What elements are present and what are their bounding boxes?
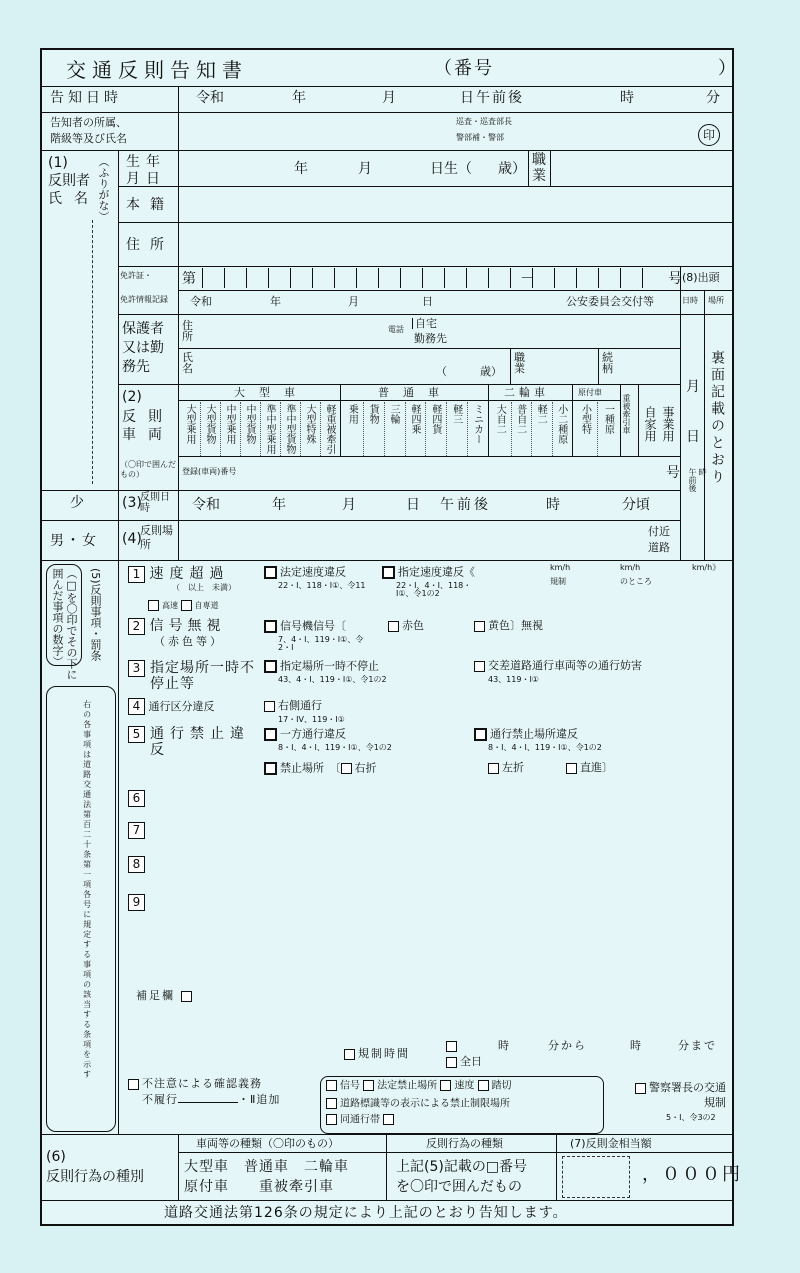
vehicle-extra-2: 事業用	[661, 406, 675, 442]
speed-designated: 指定速度違反《	[382, 566, 475, 579]
near-label: 付近	[648, 525, 670, 538]
signal-text: 信号機信号〔	[264, 620, 346, 633]
type-col-2: 反則行為の種類	[426, 1137, 503, 1150]
notice-hour: 時	[620, 90, 634, 106]
vehicle-type-normal-5: 軽三	[450, 404, 462, 424]
signal-yellow: 黄色〕無視	[474, 620, 543, 632]
item-lane: 4 通行区分違反	[128, 698, 215, 715]
careless-options-2: 道路標識等の表示による禁止制限場所	[326, 1098, 510, 1110]
domicile-label: 本籍	[126, 197, 174, 213]
reg-hour: 時	[498, 1039, 509, 1052]
notice-datetime-label: 告知日時	[50, 90, 122, 106]
side-note-1: （□を〇印でその下に	[65, 568, 78, 680]
vehicle-type-row-2: 原付車 重被牽引車	[184, 1179, 334, 1195]
careless-label-2: 不履行 ・Ⅱ追加	[142, 1093, 281, 1106]
careless-options-3: 同通行帯	[326, 1114, 397, 1126]
plate-label: 登録(車両)番号	[182, 467, 237, 476]
vehicle-type-row-1: 大型車 普通車 二輪車	[184, 1159, 349, 1175]
appearance-day: 日	[686, 429, 700, 445]
vehicle-type-normal-0: 乗用	[346, 404, 358, 424]
vehicle-type-normal-4: 軽四貨	[429, 404, 441, 434]
vehicle-note: （〇印で囲んだもの）	[120, 460, 176, 479]
number-label: （番号	[434, 58, 494, 79]
gender-label: 男・女	[50, 533, 98, 549]
form-title: 交通反則告知書	[66, 58, 248, 82]
speed-designated-code: 22・I、4・I、118・I①、令1の2	[396, 581, 472, 598]
violation-era: 令和	[192, 497, 220, 513]
regulation-time-box	[446, 1040, 460, 1052]
type-col-3: (7)反則金相当額	[570, 1137, 652, 1150]
birth-label: 生年月日	[126, 154, 166, 187]
vehicle-type-twowheel-2: 軽二	[535, 404, 547, 424]
prohibit-text: 一方通行違反	[264, 728, 346, 741]
vehicle-extra-0: 重被牽引車	[622, 394, 631, 434]
vehicle-type-normal-1: 貨物	[367, 404, 379, 424]
prohibit-text-2: 通行禁止場所違反	[474, 728, 578, 741]
vehicle-section-no: (2)	[122, 389, 142, 405]
speed-kmh-2: km/h	[620, 563, 641, 572]
large-vehicle-header: 大型車	[234, 386, 309, 399]
traffic-violation-notice-form: 交通反則告知書 （番号 ） 告知日時 令和 年 月 日午前後 時 分 告知者の所属、 階級等及び氏名 巡査・巡査部長 警部補・警部 印 (1) 反則者 氏名 （ふりがな） 生年月日 年 月 日生（ 歳） 職業 本籍 住所 免許証・ 免許情報記録 第 － 号 令和 年 月 日 公安委員会交付等 (8)出頭 日時 場所 月 日 午前後 時 裏面記載のとおり 保護者又は勤務先 住所 電話 自宅 勤務先 氏名 （ 歳） 職業 続柄 (2) 反則車両 （〇印で囲んだもの） 大型車 普通車 二輪車 原付車 登録(車両)番号 号 少 (3) 反則日時 令和 年 月 日 午前後 時 分頃 男・女 (4) 反則場所 付近 道路 （□を〇印でその下に 囲んだ事項の数字） (5)反則事項・罰条 右の各事項は道路交通法第百二十条第一項各号に規定する事項の該当する条項を示す 1 速度超過 （ 以上 未満） 法定速度違反 22・I、118・I①、令11 指定速度違反《 22・I、4・I、118・I①、令1の2 km/h 規制 km/h のところ km/h》 高速 自専道 2 信号無視 （赤色等） 信号機信号〔 7、4・I、119・I①、令2・I 赤色 黄色〕無視 3 指定場所一時不停止等 指定場所一時不停止 43、4・I、119・I①、令1の2 交差道路通行車両等の通行妨害 43、119・I① 4 通行区分違反 右側通行 17・IV、119・I① 5 通行禁止違反 一方通行違反 8・I、4・I、119・I①、令1の2 通行禁止場所違反 8・I、4・I、119・I①、令1の2 禁止場所 〔 右折 左折 直進〕 6 7 8 9 補足欄 規制時間 時 分から 時 分まで 全日 不注意による確認義務 不履行 ・Ⅱ追加 信号 法定禁止場所 速度 踏切 道路標識等の表示による禁止制限場所 同通行帯 警察署長の交通規制 5・I、令3の2 (6) 反則行為の種別 車両等の種類（〇印のもの） 反則行為の種類 (7)反則金相当額 大型車 普通車 二輪車 原付車 重被牽引車 上記(5)記載の□番号 を〇印で囲んだもの ，０００円 道路交通法第126条の規定により上記のとおり告知します。 大型乗用 大型貨物 中型乗用 中型貨物 準中型乗用 準中型貨物 大型特殊 軽重被牽引 乗用 貨物 三輪 軽四乗 軽四貨 軽三 ミニカー 大自二 普自二 軽二 小二種原 小型特 一種原 重被牽引車 自家用 事業用	[40, 48, 734, 1226]
notice-month: 月	[382, 90, 396, 106]
guardian-age: （ 歳）	[436, 365, 502, 378]
officer-label-2: 階級等及び氏名	[50, 132, 127, 145]
notice-day-ampm: 日午前後	[460, 90, 524, 106]
footer-text: 道路交通法第126条の規定により上記のとおり告知します。	[164, 1205, 568, 1221]
job-label: 職業	[532, 152, 546, 184]
item-prohibit: 5	[128, 726, 145, 743]
road-label: 道路	[648, 541, 670, 554]
violation-kind-2: を〇印で囲んだもの	[396, 1179, 522, 1195]
item-stop: 3	[128, 660, 145, 677]
supplement-label: 補足欄	[136, 990, 195, 1002]
item-blank-7: 7	[128, 822, 145, 839]
speed-regulation: 規制	[550, 577, 566, 586]
item-blank-6: 6	[128, 790, 145, 807]
signal-red: 赤色	[388, 620, 424, 632]
birth-day: 日生（	[430, 161, 472, 177]
vehicle-type-twowheel-0: 大自二	[494, 404, 506, 434]
moped-header: 原付車	[578, 388, 602, 397]
vehicle-label: 反則車両	[122, 409, 174, 443]
signal-code: 7、4・I、119・I①、令2・I	[278, 635, 364, 652]
vehicle-type-moped-0: 小型特	[579, 404, 591, 434]
stop-text: 指定場所一時不停止	[264, 660, 379, 673]
appearance-month: 月	[686, 379, 700, 395]
reg-from: 分から	[548, 1039, 587, 1052]
prohibit-label: 通行禁止違反	[150, 726, 250, 758]
stop-label: 指定場所一時不停止等	[150, 660, 255, 692]
vehicle-type-large-2: 中型乗用	[224, 404, 235, 444]
vehicle-type-large-5: 準中型貨物	[284, 404, 295, 454]
normal-vehicle-header: 普通車	[378, 386, 453, 399]
notice-era: 令和	[196, 90, 224, 106]
violator-section-no: (1)	[48, 155, 68, 171]
reg-hour-2: 時	[630, 1039, 641, 1052]
violation-hour: 時	[546, 497, 560, 513]
violation-minute: 分頃	[622, 497, 650, 513]
appearance-label: (8)出頭	[682, 271, 720, 284]
police-chief-regulation: 警察署長の交通規制	[626, 1080, 726, 1110]
birth-month: 月	[358, 161, 372, 177]
speed-legal: 法定速度違反	[264, 566, 346, 579]
amount-box	[562, 1156, 630, 1198]
license-month: 月	[348, 295, 359, 308]
phone-label: 電話	[388, 325, 404, 334]
stop-text-2: 交差道路通行車両等の通行妨害	[474, 660, 642, 672]
speed-highway: 高速 自専道	[148, 600, 219, 611]
divider	[42, 86, 732, 87]
stop-code-2: 43、119・I①	[488, 675, 539, 684]
officer-rank-1: 巡査・巡査部長	[456, 117, 512, 126]
license-label-2: 免許情報記録	[120, 295, 168, 304]
furigana-label: （ふりがな）	[97, 156, 110, 222]
prohibit-code-2: 8・I、4・I、119・I①、令1の2	[488, 743, 602, 752]
reg-to: 分まで	[678, 1039, 717, 1052]
vehicle-type-large-6: 大型特殊	[304, 404, 315, 444]
speed-legal-code: 22・I、118・I①、令11	[278, 581, 366, 590]
vehicle-type-normal-3: 軽四乗	[409, 404, 420, 434]
license-no-suffix: 号	[668, 271, 682, 287]
type-section-no: (6)	[46, 1149, 66, 1165]
vehicle-type-large-0: 大型乗用	[184, 404, 195, 444]
violation-items-label: (5)反則事項・罰条	[89, 568, 102, 661]
item-signal: 2 信号無視	[128, 618, 225, 635]
violation-year: 年	[272, 497, 286, 513]
notice-year: 年	[292, 90, 306, 106]
amount-text: ，０００円	[642, 1164, 742, 1185]
type-label: 反則行為の種別	[46, 1169, 144, 1185]
violation-time-label: 反則日時	[140, 492, 170, 514]
vehicle-type-large-7: 軽重被牽引	[324, 404, 335, 454]
guardian-job: 職業	[514, 351, 525, 375]
phone-work: 勤務先	[414, 332, 447, 345]
appearance-note: 裏面記載のとおり	[709, 350, 725, 486]
seal-mark: 印	[698, 124, 720, 146]
guardian-relation: 続柄	[602, 351, 613, 375]
careless-label-1: 不注意による確認義務	[128, 1078, 262, 1090]
vehicle-extra-1: 自家用	[643, 406, 657, 442]
signal-sub: （赤色等）	[154, 635, 224, 648]
prohibit-straight: 直進〕	[566, 762, 613, 774]
phone-home: 自宅	[412, 318, 437, 329]
reg-allday: 全日	[446, 1056, 482, 1068]
birth-year: 年	[294, 161, 308, 177]
violator-label-1: 反則者	[48, 173, 90, 189]
guardian-address-label: 住所	[182, 319, 193, 343]
item-blank-9: 9	[128, 894, 145, 911]
appearance-place: 場所	[708, 296, 724, 305]
type-col-1: 車両等の種類（〇印のもの）	[196, 1137, 339, 1150]
item-blank-8: 8	[128, 856, 145, 873]
guardian-label: 保護者又は勤務先	[122, 321, 164, 375]
license-no-prefix: 第	[182, 271, 196, 287]
license-era: 令和	[190, 295, 212, 308]
speed-kmh-1: km/h	[550, 563, 571, 572]
vehicle-type-twowheel-1: 普自二	[514, 404, 526, 434]
lane-text: 右側通行	[264, 700, 322, 712]
officer-rank-2: 警部補・警部	[456, 133, 504, 142]
regulation-time-label: 規制時間	[344, 1048, 410, 1060]
twowheel-header: 二輪車	[504, 386, 549, 399]
stop-code: 43、4・I、119・I①、令1の2	[278, 675, 387, 684]
guardian-name-label: 氏名	[182, 351, 193, 375]
number-close: ）	[718, 58, 738, 79]
item-speed: 1 速度超過	[128, 566, 229, 583]
prohibit-code: 8・I、4・I、119・I①、令1の2	[278, 743, 392, 752]
side-note-2: 囲んだ事項の数字）	[51, 568, 64, 667]
appearance-ampm: 午前後	[688, 468, 697, 492]
violation-place-label: 反則場所	[140, 524, 173, 551]
speed-sub: （ 以上 未満）	[172, 583, 236, 592]
speed-place: のところ	[620, 577, 652, 586]
license-year: 年	[270, 295, 281, 308]
lane-code: 17・IV、119・I①	[278, 715, 345, 724]
speed-kmh-3: km/h》	[692, 563, 721, 572]
vehicle-type-twowheel-3: 小二種原	[555, 404, 567, 444]
license-day: 日	[422, 295, 433, 308]
plate-suffix: 号	[666, 465, 680, 481]
careless-options-1: 信号 法定禁止場所 速度 踏切	[326, 1080, 512, 1092]
license-label-1: 免許証・	[120, 271, 152, 280]
violation-place-section: (4)	[122, 531, 142, 547]
minor-label: 少	[70, 495, 84, 511]
address-label: 住所	[126, 237, 174, 253]
violator-label-2: 氏名	[48, 191, 100, 207]
vehicle-type-large-4: 準中型乗用	[264, 404, 275, 454]
violation-kind-1: 上記(5)記載の□番号	[396, 1159, 528, 1175]
vehicle-type-large-1: 大型貨物	[204, 404, 215, 444]
license-issuer: 公安委員会交付等	[566, 295, 654, 308]
vehicle-type-large-3: 中型貨物	[244, 404, 255, 444]
prohibit-text-3: 禁止場所 〔 右折	[264, 762, 377, 775]
side-column-text: 右の各事項は道路交通法第百二十条第一項各号に規定する事項の該当する条項を示す	[82, 700, 92, 1080]
violation-month: 月	[342, 497, 356, 513]
appearance-hour: 時	[698, 468, 707, 476]
birth-age: 歳）	[498, 161, 526, 177]
vehicle-type-normal-2: 三輪	[388, 404, 400, 424]
violation-time-section: (3)	[122, 495, 142, 511]
notice-minute: 分	[706, 90, 720, 106]
prohibit-left: 左折	[488, 762, 524, 774]
police-code: 5・I、令3の2	[666, 1113, 716, 1122]
vehicle-type-moped-1: 一種原	[602, 404, 614, 434]
vehicle-type-normal-6: ミニカー	[471, 404, 483, 444]
violation-day-ampm: 日 午前後	[406, 497, 491, 513]
officer-label-1: 告知者の所属、	[50, 116, 127, 129]
appearance-datetime: 日時	[682, 296, 698, 305]
